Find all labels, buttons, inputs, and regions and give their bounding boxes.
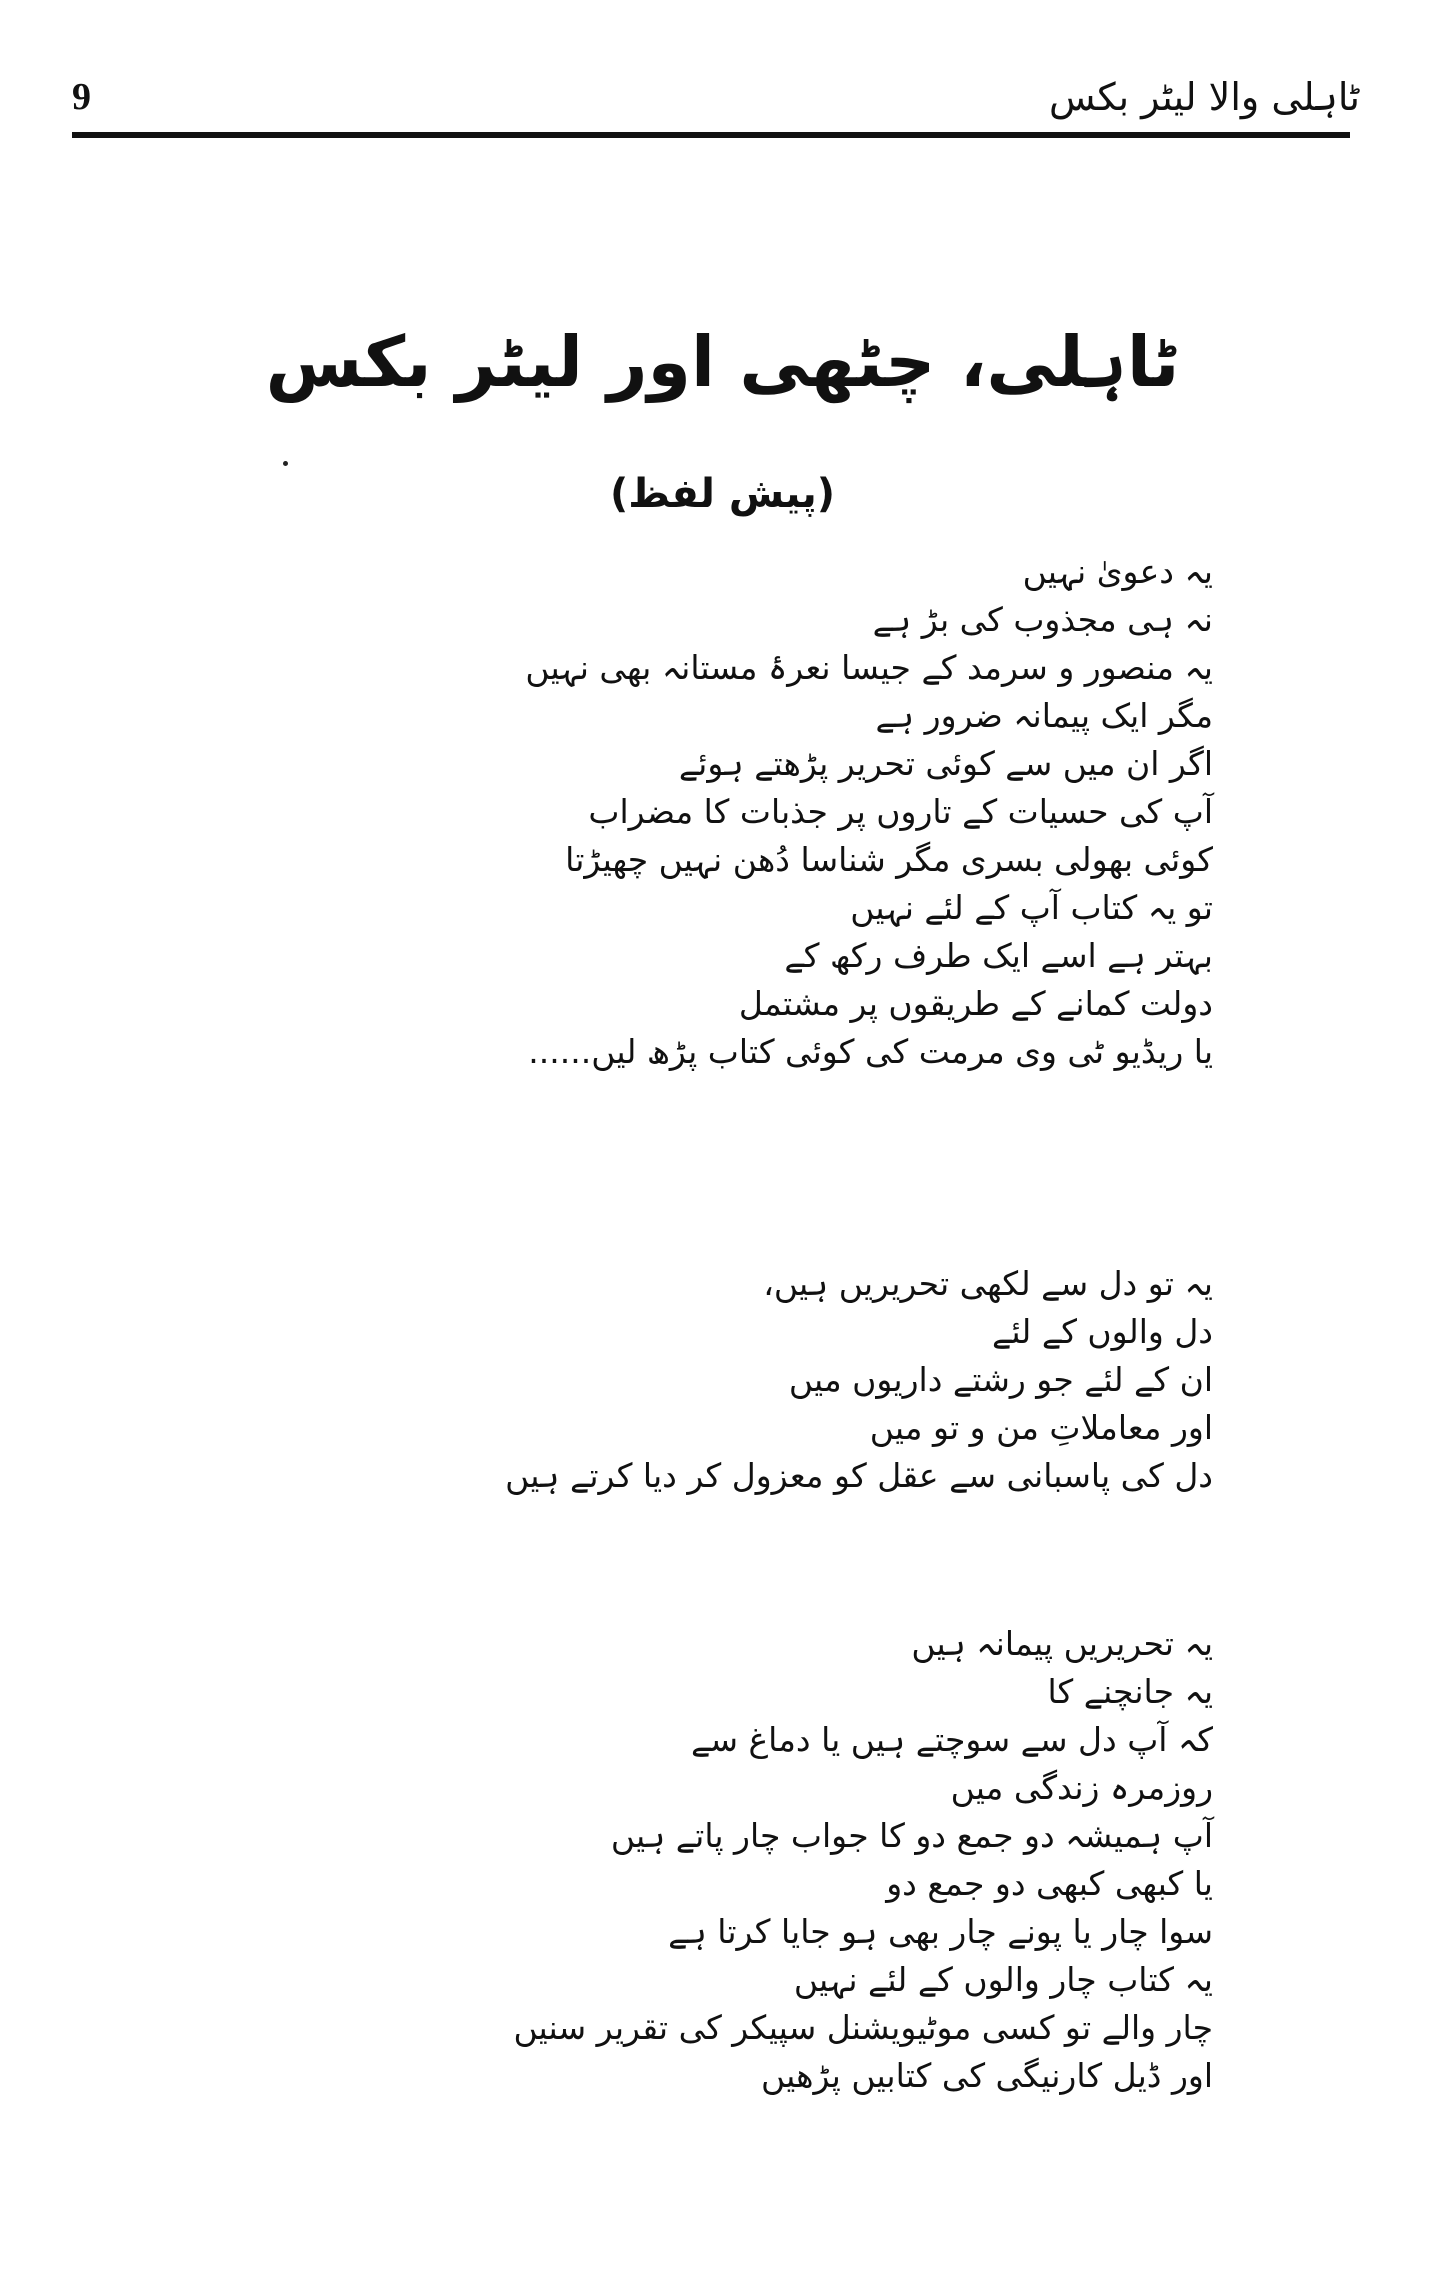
verse-line: سوا چار یا پونے چار بھی ہو جایا کرتا ہے	[668, 1912, 1213, 1951]
verse-line: یہ کتاب چار والوں کے لئے نہیں	[793, 1960, 1213, 1999]
verse-line: یہ تحریریں پیمانہ ہیں	[911, 1624, 1213, 1663]
verse-line: کہ آپ دل سے سوچتے ہیں یا دماغ سے	[690, 1720, 1213, 1759]
page-title: ٹاہلی، چٹھی اور لیٹر بکس	[265, 321, 1180, 403]
stanza-2	[505, 1260, 1213, 1500]
verse-line: ان کے لئے جو رشتے داریوں میں	[788, 1360, 1213, 1399]
stanza-3	[513, 1620, 1213, 2100]
page-number: 9	[72, 76, 91, 118]
verse-line: دل والوں کے لئے	[992, 1312, 1213, 1351]
stanza-1	[525, 548, 1213, 1076]
verse-line: مگر ایک پیمانہ ضرور ہے	[875, 696, 1213, 735]
verse-line: آپ ہمیشہ دو جمع دو کا جواب چار پاتے ہیں	[610, 1816, 1213, 1855]
verse-line: یا ریڈیو ٹی وی مرمت کی کوئی کتاب پڑھ لیں......	[528, 1032, 1213, 1071]
verse-line: یہ دعویٰ نہیں	[1022, 552, 1213, 591]
verse-line: آپ کی حسیات کے تاروں پر جذبات کا مضراب	[588, 792, 1213, 831]
verse-line: یہ جانچنے کا	[1047, 1672, 1213, 1711]
verse-line: کوئی بھولی بسری مگر شناسا دُھن نہیں چھیڑتا	[565, 840, 1213, 879]
verse-line: یا کبھی کبھی دو جمع دو	[886, 1864, 1213, 1903]
verse-line: اور ڈیل کارنیگی کی کتابیں پڑھیں	[760, 2056, 1213, 2095]
verse-line: تو یہ کتاب آپ کے لئے نہیں	[850, 888, 1213, 927]
header-rule	[72, 132, 1350, 138]
ink-speck	[283, 461, 288, 466]
verse-line: یہ تو دل سے لکھی تحریریں ہیں،	[763, 1264, 1213, 1303]
verse-line: روزمرہ زندگی میں	[950, 1768, 1213, 1807]
verse-line: اور معاملاتِ من و تو میں	[869, 1408, 1213, 1447]
verse-line: چار والے تو کسی موٹیویشنل سپیکر کی تقریر سنیں	[513, 2008, 1213, 2047]
verse-line: یہ منصور و سرمد کے جیسا نعرۂ مستانہ بھی نہیں	[525, 648, 1213, 687]
verse-line: بہتر ہے اسے ایک طرف رکھ کے	[784, 936, 1213, 975]
verse-line: دل کی پاسبانی سے عقل کو معزول کر دیا کرتے ہیں	[505, 1456, 1213, 1495]
section-subtitle: (پیش لفظ)	[609, 471, 836, 517]
verse-line: دولت کمانے کے طریقوں پر مشتمل	[738, 984, 1213, 1023]
running-head: ٹاہلی والا لیٹر بکس	[1049, 75, 1360, 119]
verse-line: اگر ان میں سے کوئی تحریر پڑھتے ہوئے	[678, 744, 1213, 783]
verse-line: نہ ہی مجذوب کی بڑ ہے	[872, 600, 1213, 639]
